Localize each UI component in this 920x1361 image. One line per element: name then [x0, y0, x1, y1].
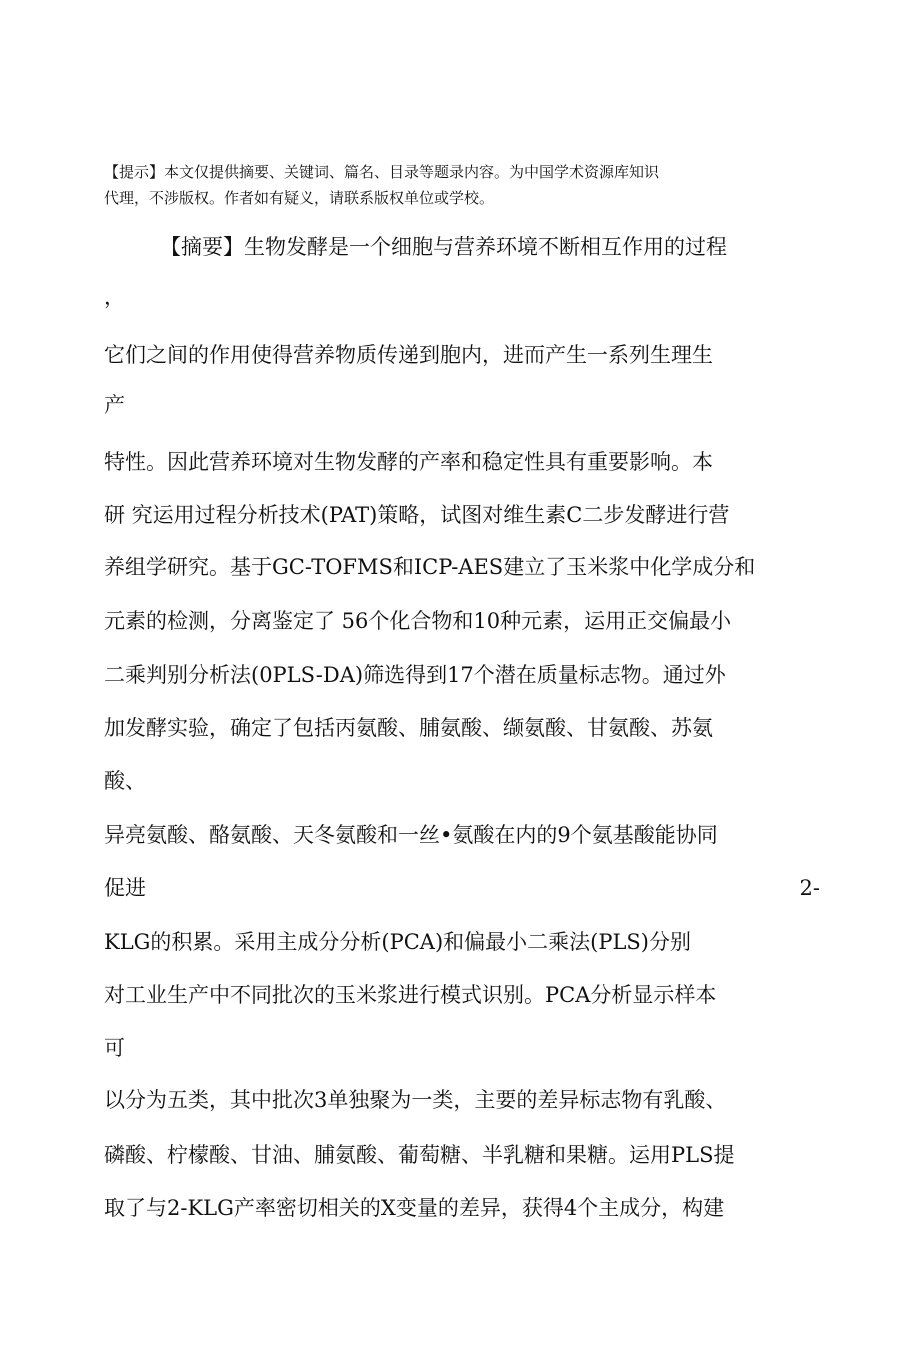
abstract-line-18: 磷酸、柠檬酸、甘油、脯氨酸、葡萄糖、半乳糖和果糖。运用PLS提 — [104, 1143, 735, 1167]
abstract-line-12: 异亮氨酸、酪氨酸、天冬氨酸和一丝•氨酸在内的9个氨基酸能协同 — [104, 823, 718, 847]
abstract-line-16: 可 — [104, 1036, 125, 1060]
abstract-line-11: 酸、 — [104, 769, 146, 793]
abstract-line-13: 促进 — [104, 876, 146, 900]
abstract-line-17: 以分为五类，其中批次3单独聚为一类，主要的差异标志物有乳酸、 — [104, 1088, 727, 1112]
notice-line-2: 代理，不涉版权。作者如有疑义，请联系版权单位或学校。 — [104, 189, 495, 207]
abstract-line-14: KLG的积累。采用主成分分析(PCA)和偏最小二乘法(PLS)分别 — [104, 930, 692, 954]
abstract-line-3: 它们之间的作用使得营养物质传递到胞内，进而产生一系列生理生 — [104, 343, 713, 367]
abstract-line-19: 取了与2-KLG产率密切相关的X变量的差异，获得4个主成分，构建 — [104, 1196, 725, 1220]
abstract-line-2: ， — [104, 285, 125, 309]
abstract-line-6: 研 究运用过程分析技术(PAT)策略，试图对维生素C二步发酵进行营 — [104, 503, 730, 527]
abstract-line-7: 养组学研究。基于GC-TOFMS和ICP-AES建立了玉米浆中化学成分和 — [104, 555, 756, 579]
abstract-line-1: 【摘要】生物发酵是一个细胞与营养环境不断相互作用的过程 — [160, 235, 727, 259]
abstract-line-8: 元素的检测，分离鉴定了 56个化合物和10种元素，运用正交偏最小 — [104, 609, 732, 633]
abstract-line-9: 二乘判别分析法(0PLS-DA)筛选得到17个潜在质量标志物。通过外 — [104, 663, 726, 687]
abstract-line-5: 特性。因此营养环境对生物发酵的产率和稳定性具有重要影响。本 — [104, 450, 713, 474]
abstract-line-10: 加发酵实验，确定了包括丙氨酸、脯氨酸、缬氨酸、甘氨酸、苏氨 — [104, 716, 713, 740]
abstract-line-13-tail: 2- — [799, 876, 820, 900]
notice-line-1: 【提示】本文仅提供摘要、关键词、篇名、目录等题录内容。为中国学术资源库知识 — [104, 163, 660, 181]
abstract-line-4: 产 — [104, 393, 125, 417]
abstract-line-15: 对工业生产中不同批次的玉米浆进行模式识别。PCA分析显示样本 — [104, 983, 717, 1007]
